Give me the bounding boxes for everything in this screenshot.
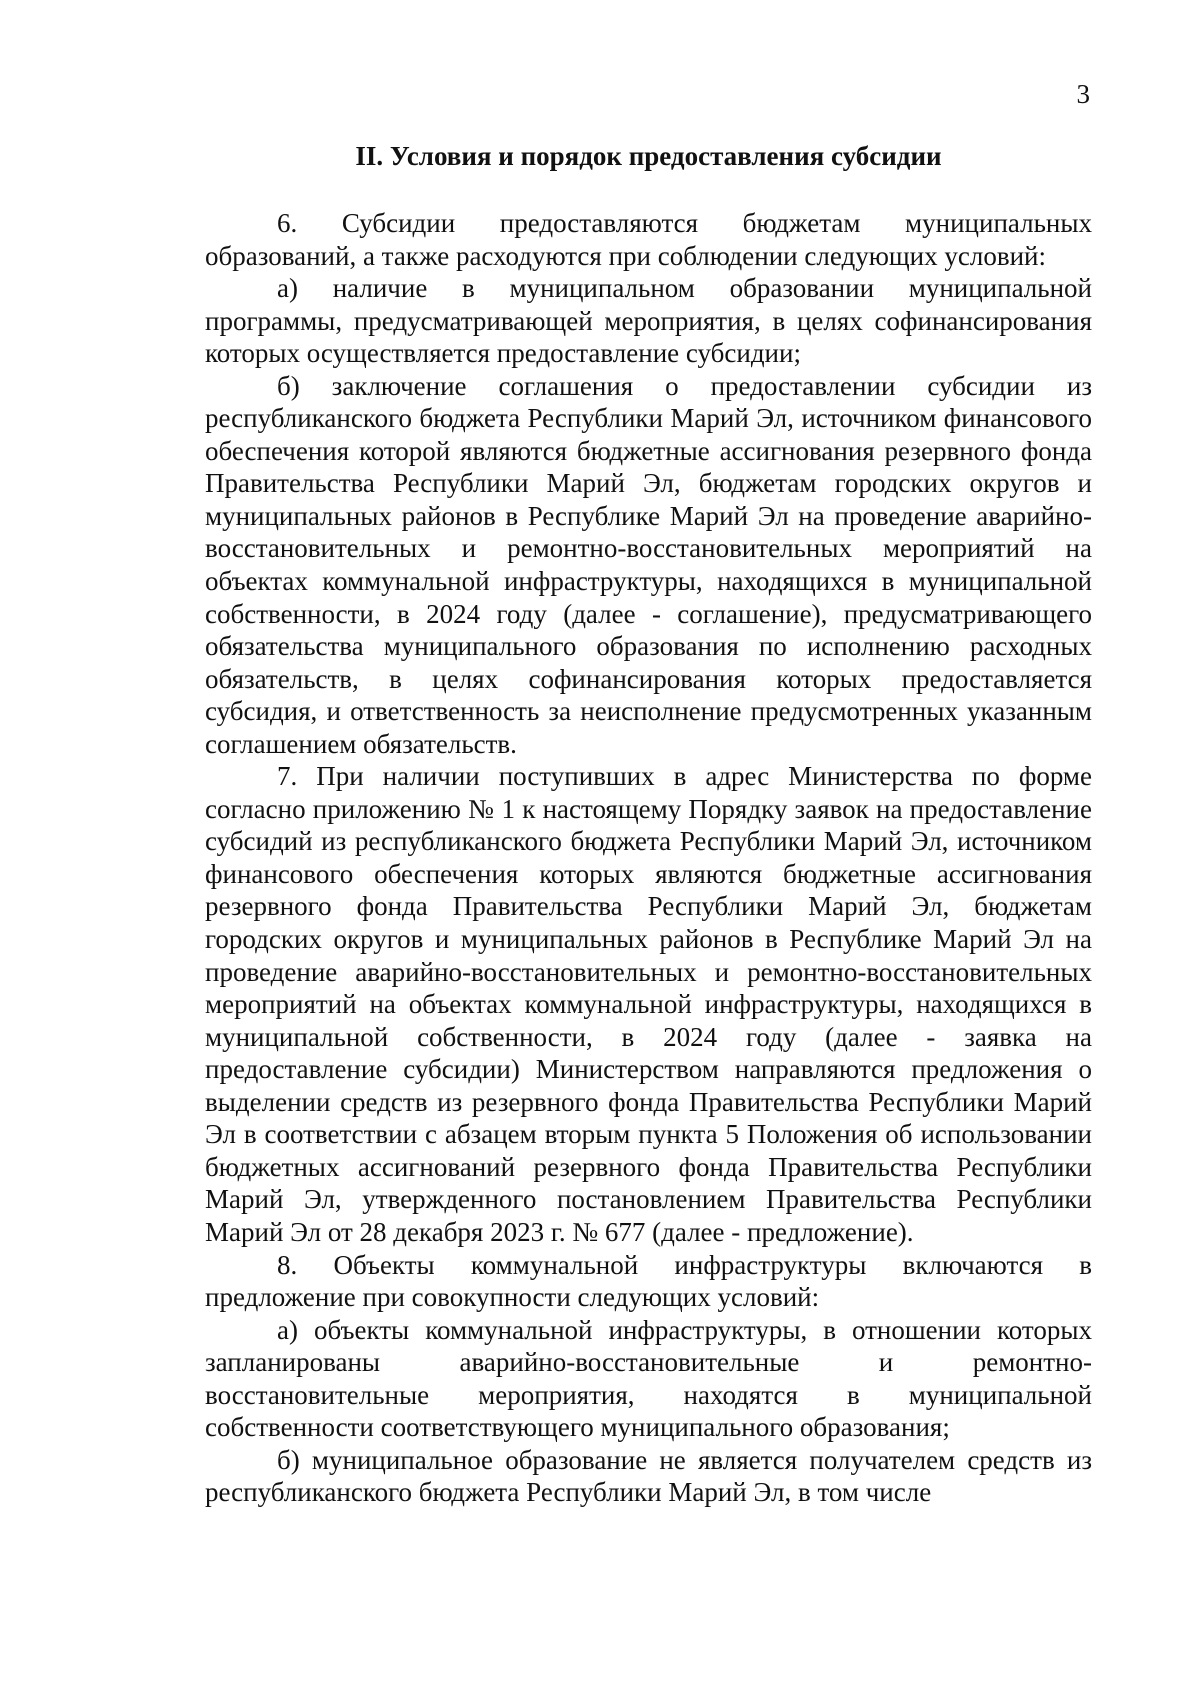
page-number: 3 [1076,79,1090,109]
paragraph-6a: а) наличие в муниципальном образовании муниципальной программы, предусматривающей мероприятия, в целях софинансирования которых осуществляется предоставление субсидии; [205,273,1092,369]
document-body [205,207,1092,1509]
paragraph-8: 8. Объекты коммунальной инфраструктуры включаются в предложение при совокупности следующих условий: [205,1249,1092,1313]
paragraph-8a: а) объекты коммунальной инфраструктуры, в отношении которых запланированы аварийно-восстановительные и ремонтно-восстановительные мероприятия, находятся в муниципальной собственности соответствующего муниципального образования; [205,1314,1092,1443]
paragraph-6: 6. Субсидии предоставляются бюджетам муниципальных образований, а также расходуются при соблюдении следующих условий: [205,208,1092,271]
paragraph-6b: б) заключение соглашения о предоставлении субсидии из республиканского бюджета Республики Марий Эл, источником финансового обеспечения которой являются бюджетные ассигнования резервного фонда Правительства Республики Марий Эл, бюджетам городских округов и муниципальных районов в Республике Марий Эл на проведение аварийно-восстановительных и ремонтно-восстановительных мероприятий на объектах коммунальной инфраструктуры, находящихся в муниципальной собственности, в 2024 году (далее - соглашение), предусматривающего обязательства муниципального образования по исполнению расходных обязательств, в целях софинансирования которых предоставляется субсидия, и ответственность за неисполнение предусмотренных указанным соглашением обязательств. [205,370,1092,759]
paragraph-7: 7. При наличии поступивших в адрес Министерства по форме согласно приложению № 1 к настоящему Порядку заявок на предоставление субсидий из республиканского бюджета Республики Марий Эл, источником финансового обеспечения которых являются бюджетные ассигнования резервного фонда Правительства Республики Марий Эл, бюджетам городских округов и муниципальных районов в Республике Марий Эл на проведение аварийно-восстановительных и ремонтно-восстановительных мероприятий на объектах коммунальной инфраструктуры, находящихся в муниципальной собственности, в 2024 году (далее - заявка на предоставление субсидии) Министерством направляются предложения о выделении средств из резервного фонда Правительства Республики Марий Эл в соответствии с абзацем вторым пункта 5 Положения об использовании бюджетных ассигнований резервного фонда Правительства Республики Марий Эл, утвержденного постановлением Правительства Республики Марий Эл от 28 декабря 2023 г. № 677 (далее - предложение). [205,761,1092,1247]
section-title: II. Условия и порядок предоставления субсидии [355,141,942,171]
paragraph-8b: б) муниципальное образование не является получателем средств из республиканского бюджета Республики Марий Эл, в том числе [205,1444,1092,1508]
